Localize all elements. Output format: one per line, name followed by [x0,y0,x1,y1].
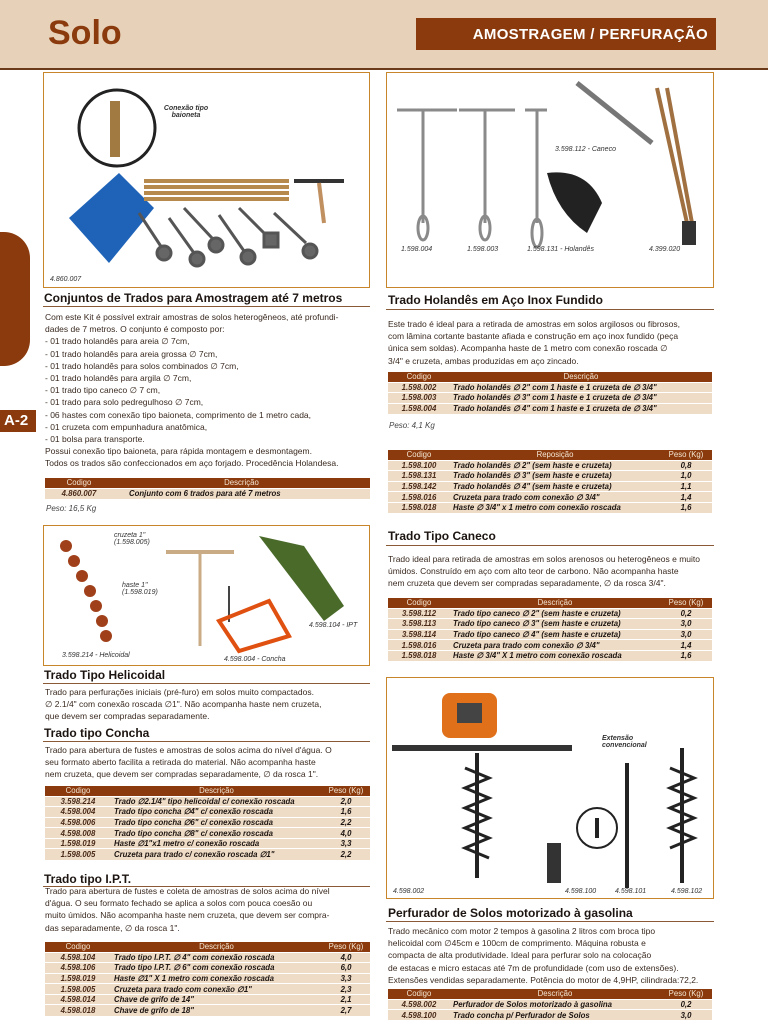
text-line: helicoidal com ∅45cm e 100cm de comprimento. Máquina robusta e [388,938,646,949]
text-line: única sem soldas). Acompanha haste de 1 metro com conexão roscada ∅ [388,343,668,354]
table-row [45,478,370,488]
table-row [45,963,370,974]
holandes-table [388,372,712,414]
holandes-title: Trado Holandês em Aço Inox Fundido [388,293,603,307]
table-cell: 2,3 [322,984,370,995]
bayonet-caption: Conexão tipo baioneta [163,105,209,119]
table-header-cell: Codigo [388,450,450,460]
table-row [388,403,712,414]
holandes4-caption: 1.598.004 [401,246,433,253]
table-cell: 6,0 [322,963,370,974]
table-header-cell: Codigo [388,598,450,608]
table-cell: Trado holandês ∅ 2" com 1 haste e 1 cruzeta de ∅ 3/4" [450,382,712,393]
text-line: Com este Kit é possível extrair amostras de solos heterogêneos, até profundi- [45,312,339,322]
table-header-cell: Reposição [450,450,660,460]
table-cell: 4,0 [322,952,370,963]
text-line: com lâmina cortante bastante afiada e construção em aço inox fundido (peça [388,331,679,342]
perfurador-illustration [387,678,714,899]
table-cell: 3,0 [660,1010,712,1021]
table-row [388,629,712,640]
ipt-caption: 4.598.104 - IPT [309,622,358,629]
concha-description [45,744,332,781]
table-header-cell: Codigo [45,786,111,796]
holandes-illustration [387,73,714,288]
table-cell: 4.860.007 [45,488,113,499]
table-row [388,382,712,393]
table-cell: 1,4 [660,492,712,503]
table-row [45,1005,370,1016]
table-cell: 1.598.018 [388,502,450,513]
table-row [45,828,370,839]
caneco-description [388,553,700,590]
category-banner: AMOSTRAGEM / PERFURAÇÃO [416,18,716,50]
table-header-cell: Descrição [450,372,712,382]
table-cell: Chave de grifo de 14" [111,994,322,1005]
extensao-caption: Extensão convencional [602,735,647,749]
table-cell: Haste ∅ 3/4" X 1 metro com conexão roscada [450,650,660,661]
table-cell: 4.598.104 [45,952,111,963]
table-header-cell: Codigo [388,372,450,382]
text-line: seu formato aberto facilita a retirada do material. Não acompanha haste [45,757,316,768]
text-line: - 01 trado tipo caneco ∅ 7 cm, [45,385,161,396]
caneco-rule [386,545,714,546]
text-line: Trado ideal para retirada de amostras em solos arenosos ou heterogêneos e muito [388,554,701,564]
perfurador-image [386,677,714,899]
table-row [388,1010,712,1021]
ext-102-caption: 4.598.102 [671,888,703,895]
table-cell: 3,3 [322,973,370,984]
table-cell: 4.598.018 [45,1005,111,1016]
helicoidal-description [45,686,321,723]
caneco-title: Trado Tipo Caneco [388,529,496,543]
text-line: muito úmidos. Não acompanha haste nem cruzeta, que devem ser compra- [45,910,330,921]
table-cell: Trado tipo caneco ∅ 3" (sem haste e cruzeta) [450,619,660,630]
text-line: Este trado é ideal para a retirada de amostras em solos argilosos ou fibrosos, [388,319,680,329]
table-cell: 1.598.016 [388,492,450,503]
table-cell: 2,2 [322,849,370,860]
table-cell: 3,0 [660,619,712,630]
table-cell: 4.598.008 [45,828,111,839]
table-cell: 2,7 [322,1005,370,1016]
text-line: Trado para abertura de fustes e coleta de amostras de solos acima do nível [45,886,330,896]
table-cell: 3,3 [322,838,370,849]
table-cell: 1.598.002 [388,382,450,393]
page-header [0,0,768,70]
auger-illustration [44,526,370,666]
table-cell: 0,2 [660,608,712,619]
table-cell: 0,8 [660,460,712,471]
kit-title-rule [43,306,370,307]
text-line: - 01 trado holandês para areia grossa ∅ 7cm, [45,348,218,359]
table-header-cell: Codigo [388,989,450,999]
table-cell: Trado holandês ∅ 4" (sem haste e cruzeta) [450,481,660,492]
table-cell: 4.598.014 [45,994,111,1005]
helicoidal-title: Trado Tipo Helicoidal [44,668,166,682]
table-cell: 1,6 [322,807,370,818]
table-row [388,619,712,630]
table-header-cell: Codigo [45,942,111,952]
caneco-caption: 3.598.112 - Caneco [555,146,616,153]
table-cell: Cruzeta para trado com conexão ∅1" [111,984,322,995]
table-cell: 3,0 [660,629,712,640]
kit-table [45,478,370,499]
table-header-cell: Descrição [111,942,322,952]
table-cell: Trado holandês ∅ 3" (sem haste e cruzeta) [450,471,660,482]
table-cell: 1,4 [660,640,712,651]
table-cell: 1.598.003 [388,393,450,404]
table-row [45,973,370,984]
table-cell: Conjunto com 6 trados para até 7 metros [113,488,370,499]
table-row [388,492,712,503]
table-cell: Trado tipo caneco ∅ 2" (sem haste e cruzeta) [450,608,660,619]
kit-code-caption: 4.860.007 [50,276,82,283]
table-cell: 1.598.019 [45,838,111,849]
concha-rule [43,741,370,742]
helicoidal-caption: 3.598.214 - Helicoidal [62,652,130,659]
table-cell: 1,6 [660,502,712,513]
holandes-caption: 1.598.131 - Holandês [527,246,594,253]
table-row [388,372,712,382]
table-cell: 4,0 [322,828,370,839]
table-cell: 3.598.114 [388,629,450,640]
text-line: - 01 trado holandês para areia ∅ 7cm, [45,336,190,347]
cavadeira-caption: 4.399.020 [649,246,681,253]
table-header-cell: Descrição [113,478,370,488]
table-header-cell: Descrição [450,989,660,999]
text-line: d'água. O seu formato fechado se aplica a solos com pouca coesão ou [45,898,313,909]
table-cell: Cruzeta para trado com conexão ∅ 3/4" [450,640,660,651]
perfurador-title: Perfurador de Solos motorizado à gasolina [388,906,633,920]
table-cell: 3.598.113 [388,619,450,630]
table-cell: Trado holandês ∅ 2" (sem haste e cruzeta) [450,460,660,471]
table-cell: 4.598.002 [388,999,450,1010]
text-line: dades de 7 metros. O conjunto é composto por: [45,324,225,335]
table-header-cell: Codigo [45,478,113,488]
perfurador-caption: 4.598.002 [393,888,425,895]
text-line: de estacas e micro estacas até 7m de profundidade (com uso de extensões). [388,962,679,973]
table-header-cell: Peso (Kg) [322,942,370,952]
table-cell: 1.598.131 [388,471,450,482]
table-cell: Haste ∅ 3/4" x 1 metro com conexão roscada [450,502,660,513]
table-cell: 1.598.142 [388,481,450,492]
holandes-reposicao-table [388,450,712,513]
table-row [388,608,712,619]
table-row [45,786,370,796]
table-header-cell: Descrição [111,786,322,796]
ipt-table [45,942,370,1016]
table-cell: 1.598.005 [45,849,111,860]
table-cell: 2,1 [322,994,370,1005]
holandes-weight: Peso: 4,1 Kg [389,421,435,430]
table-cell: Trado tipo caneco ∅ 4" (sem haste e cruzeta) [450,629,660,640]
text-line: - 01 trado holandês para solos combinados ∅ 7cm, [45,360,239,371]
concha-ext-caption: 4.598.100 [565,888,597,895]
helicoidal-concha-ipt-image [43,525,370,666]
table-row [388,989,712,999]
table-cell: Haste ∅1"x1 metro c/ conexão roscada [111,838,322,849]
table-cell: Trado tipo I.P.T. ∅ 6" com conexão roscada [111,963,322,974]
table-row [45,984,370,995]
table-row [388,999,712,1010]
holandes-rule [386,309,714,310]
table-row [45,942,370,952]
page-tag: A-2 [0,410,36,432]
helicoidal-rule [43,683,370,684]
text-line: que devem ser compradas separadamente. [45,711,210,722]
table-row [388,393,712,404]
table-cell: 1.598.005 [45,984,111,995]
cruzeta-caption: cruzeta 1" (1.598.005) [114,532,150,546]
table-cell: 1,0 [660,471,712,482]
text-line: Todos os trados são confeccionados em aço forjado. Procedência Holandesa. [45,458,339,469]
perfurador-rule [386,921,714,922]
table-cell: 4.598.006 [45,817,111,828]
text-line: úmidos. Construído em aço com alto teor de carbono. Não acompanha haste [388,566,679,577]
table-row [45,817,370,828]
text-line: - 01 trado holandês para argila ∅ 7cm, [45,373,192,384]
concha-title: Trado tipo Concha [44,726,150,740]
table-row [388,460,712,471]
text-line: nem cruzeta que devem ser compradas separadamente, ∅ da rosca 3/4". [388,578,666,589]
table-header-cell: Descrição [450,598,660,608]
text-line: 3/4" e cruzeta, ambas produzidas em aço zincado. [388,355,579,366]
concha-caption: 4.598.004 - Concha [224,656,286,663]
table-header-cell: Peso (Kg) [660,598,712,608]
table-cell: 1.598.004 [388,403,450,414]
table-row [45,849,370,860]
table-cell: 1,1 [660,481,712,492]
table-row [45,994,370,1005]
table-cell: Trado tipo I.P.T. ∅ 4" com conexão roscada [111,952,322,963]
table-cell: Trado holandês ∅ 3" com 1 haste e 1 cruzeta de ∅ 3/4" [450,393,712,404]
table-cell: 4.598.004 [45,807,111,818]
caneco-table [388,598,712,661]
table-cell: 1.598.018 [388,650,450,661]
text-line: - 06 hastes com conexão tipo baioneta, comprimento de 1 metro cada, [45,409,312,420]
table-header-cell: Peso (Kg) [322,786,370,796]
table-row [388,502,712,513]
text-line: nem cruzeta, que devem ser compradas separadamente, ∅ da rosca 1". [45,769,319,780]
text-line: Extensões vendidas separadamente. Potência do motor de 4,9HP, cilindrada:72,2. [388,974,699,985]
table-cell: 1.598.016 [388,640,450,651]
text-line: - 01 trado para solo pedregulhoso ∅ 7cm, [45,397,204,408]
table-cell: 1.598.019 [45,973,111,984]
table-cell: Trado tipo concha ∅4" c/ conexão roscada [111,807,322,818]
ipt-description [45,885,330,934]
side-tab [0,232,30,366]
table-row [388,450,712,460]
text-line: Possui conexão tipo baioneta, para rápida montagem e desmontagem. [45,446,312,457]
holandes-description [388,318,680,367]
holandes3-caption: 1.598.003 [467,246,499,253]
table-header-cell: Peso (Kg) [660,450,712,460]
text-line: Trado para abertura de fustes e amostras de solos acima do nível d'água. O [45,745,332,755]
table-row [45,796,370,807]
table-cell: Cruzeta para trado com conexão ∅ 3/4" [450,492,660,503]
text-line: ∅ 2.1/4" com conexão roscada ∅1". Não acompanha haste nem cruzeta, [45,699,322,710]
table-cell: Cruzeta para trado c/ conexão roscada ∅1" [111,849,322,860]
text-line: Trado para perfurações iniciais (pré-furo) em solos muito compactados. [45,687,314,697]
table-cell: 2,2 [322,817,370,828]
text-line: Trado mecânico com motor 2 tempos à gasolina 2 litros com broca tipo [388,926,656,936]
table-cell: 3.598.214 [45,796,111,807]
perfurador-table [388,989,712,1020]
table-header-cell: Peso (Kg) [660,989,712,999]
table-cell: 3.598.112 [388,608,450,619]
table-cell: Trado ∅2.1/4" tipo helicoidal c/ conexão roscada [111,796,322,807]
kit-title: Conjuntos de Trados para Amostragem até 7 metros [44,291,343,305]
table-row [45,807,370,818]
text-line: - 01 bolsa para transporte. [45,434,145,445]
table-cell: Trado holandês ∅ 4" com 1 haste e 1 cruzeta de ∅ 3/4" [450,403,712,414]
table-cell: Trado tipo concha ∅8" c/ conexão roscada [111,828,322,839]
haste-caption: haste 1" (1.598.019) [122,582,158,596]
table-row [388,598,712,608]
kit-product-image [43,72,370,288]
table-row [45,488,370,499]
perfurador-description [388,925,698,986]
table-row [45,952,370,963]
table-cell: 1.598.100 [388,460,450,471]
table-row [388,650,712,661]
table-row [388,481,712,492]
table-row [388,471,712,482]
table-cell: Trado concha p/ Perfurador de Solos [450,1010,660,1021]
table-cell: Haste ∅1" X 1 metro com conexão roscada [111,973,322,984]
section-title: Solo [48,14,122,52]
table-cell: Perfurador de Solos motorizado à gasolina [450,999,660,1010]
concha-table [45,786,370,860]
table-cell: 1,6 [660,650,712,661]
ext-101-caption: 4.598.101 [615,888,647,895]
table-cell: 4.598.100 [388,1010,450,1021]
text-line: das separadamente, ∅ da rosca 1". [45,922,180,933]
holandes-caneco-image [386,72,714,288]
table-cell: 0,2 [660,999,712,1010]
text-line: compacta de alta produtividade. Ideal para perfurar solo na colocação [388,950,652,961]
kit-weight: Peso: 16,5 Kg [46,504,97,513]
table-cell: Trado tipo concha ∅6" c/ conexão roscada [111,817,322,828]
table-cell: 2,0 [322,796,370,807]
text-line: - 01 cruzeta com empunhadura anatômica, [45,421,208,432]
table-cell: 4.598.106 [45,963,111,974]
table-row [388,640,712,651]
kit-description [45,311,338,470]
ipt-title: Trado tipo I.P.T. [44,872,132,886]
table-row [45,838,370,849]
table-cell: Chave de grifo de 18" [111,1005,322,1016]
